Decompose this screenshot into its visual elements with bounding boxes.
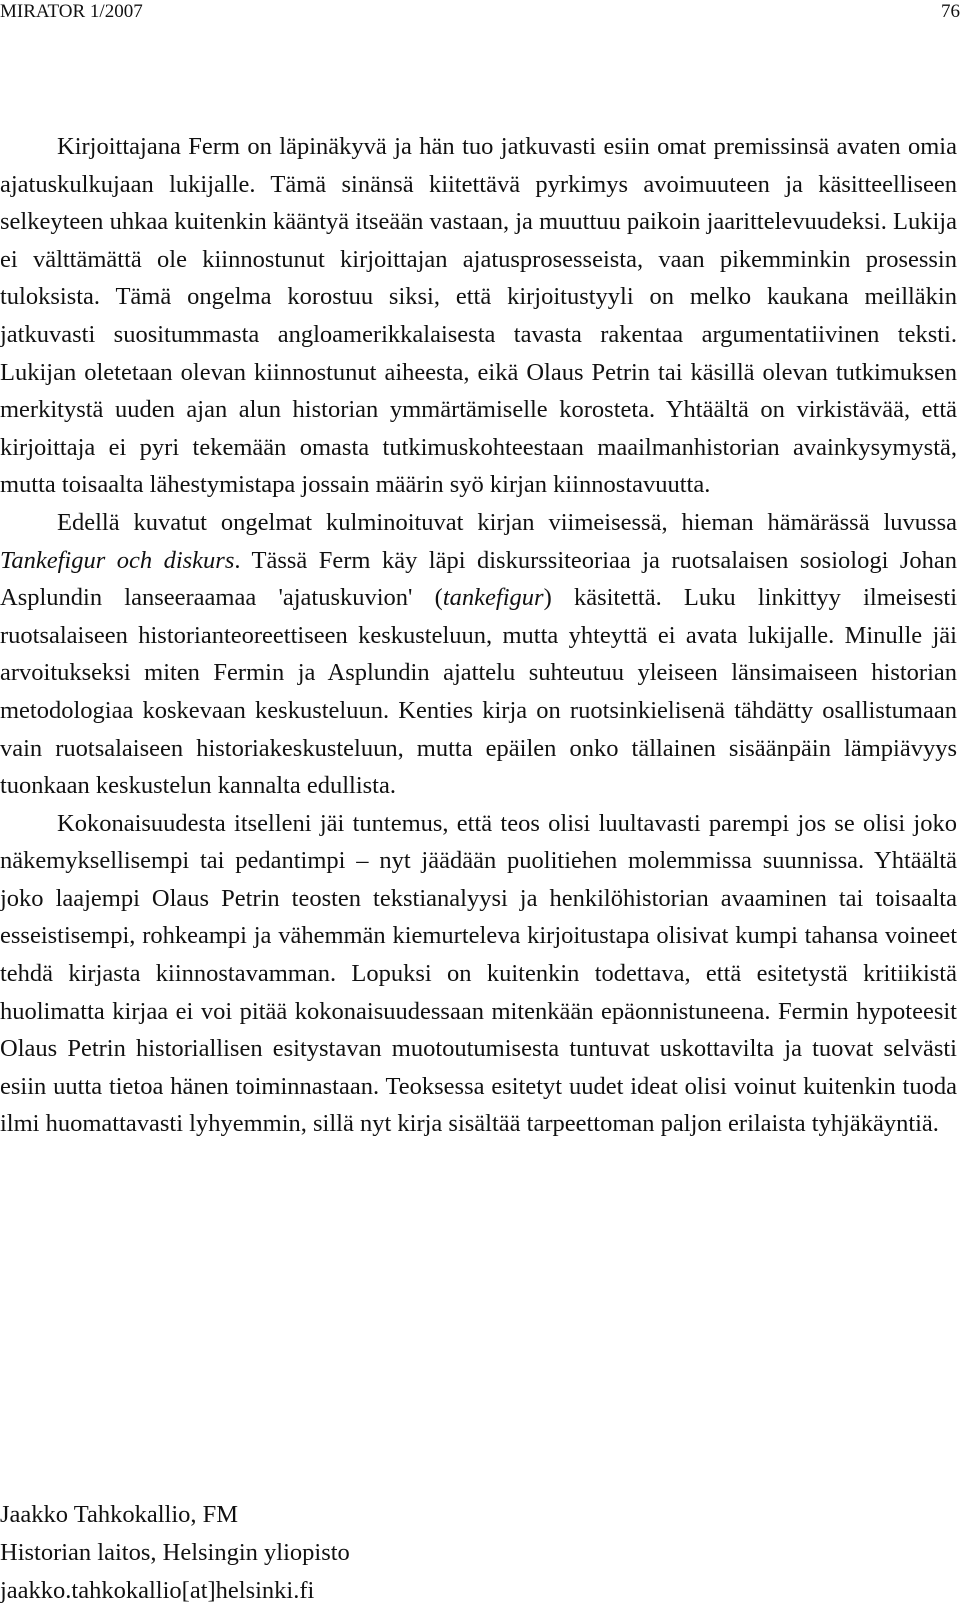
author-signature bbox=[0, 1496, 350, 1610]
author-affiliation: Historian laitos, Helsingin yliopisto bbox=[0, 1539, 350, 1566]
author-email: jaakko.tahkokallio[at]helsinki.fi bbox=[0, 1577, 315, 1604]
paragraph bbox=[0, 128, 957, 504]
paragraph-text: Edellä kuvatut ongelmat kulminoituvat kirjan viimeisessä, hieman hämärässä luvussa bbox=[57, 508, 957, 536]
page-header bbox=[0, 0, 960, 24]
paragraph bbox=[0, 805, 957, 1143]
journal-issue: MIRATOR 1/2007 bbox=[0, 1, 143, 22]
term-tankefigur: tankefigur bbox=[442, 584, 544, 612]
author-name: Jaakko Tahkokallio, FM bbox=[0, 1501, 239, 1528]
paragraph bbox=[0, 504, 957, 805]
page-number: 76 bbox=[941, 1, 960, 22]
paragraph-text: . Tässä Ferm käy läpi diskurssiteoriaa ja ruotsalaisen sosiologi Johan Asplundin lanseeraamaa 'ajatuskuvion' ( bbox=[0, 546, 957, 612]
paragraph-text: Kokonaisuudesta itselleni jäi tuntemus, että teos olisi luultavasti parempi jos se olisi joko näkemyksellisempi tai pedantimpi – nyt jäädään puolitiehen molemmissa suunnissa. Yhtäältä joko laajempi Olaus Petrin teosten tekstianalyysi ja henkilöhistorian avaaminen tai toisaalta esseistisempi, rohkeampi ja vähemmän kiemurteleva kirjoitustapa olisivat kumpi tahansa voineet tehdä kirjasta kiinnostavamman. Lopuksi on kuitenkin todettava, että esitetystä kritiikistä huolimatta kirjaa ei voi pitää kokonaisuudessaan mitenkään epäonnistuneena. Fermin hypoteesit Olaus Petrin historiallisen esitystavan muotoutumisesta tuntuvat uskottavilta ja tuovat selvästi esiin uutta tietoa hänen toiminnastaan. Teoksessa esitetyt uudet ideat olisi voinut kuitenkin tuoda ilmi huomattavasti lyhyemmin, sillä nyt kirja sisältää tarpeettoman paljon erilaista tyhjäkäyntiä. bbox=[0, 809, 957, 1138]
paragraph-text: ) käsitettä. Luku linkittyy ilmeisesti ruotsalaiseen historianteoreettiseen keskusteluun, mutta yhteyttä ei avata lukijalle. Minulle jäi arvoitukseksi miten Fermin ja Asplundin ajattelu suhteutuu yleiseen länsimaiseen historian metodologiaa koskevaan keskusteluun. Kenties kirja on ruotsinkielisenä tähdätty osallistumaan vain ruotsalaiseen historiakeskusteluun, mutta epäilen onko tällainen sisäänpäin lämpiävyys tuonkaan keskustelun kannalta edullista. bbox=[0, 584, 958, 800]
paragraph-text: Kirjoittajana Ferm on läpinäkyvä ja hän tuo jatkuvasti esiin omat premissinsä avaten omia ajatuskulkujaan lukijalle. Tämä sinänsä kiitettävä pyrkimys avoimuuteen ja käsitteelliseen selkeyteen uhkaa kuitenkin kääntyä itseään vastaan, ja muuttuu paikoin jaarittelevuudeksi. Lukija ei välttämättä ole kiinnostunut kirjoittajan ajatusprosesseista, vaan pikemminkin prosessin tuloksista. Tämä ongelma korostuu siksi, että kirjoitustyyli on melko kaukana meilläkin jatkuvasti suositummasta angloamerikkalaisesta tavasta rakentaa argumentatiivinen teksti. Lukijan oletetaan olevan kiinnostunut aiheesta, eikä Olaus Petrin tai käsillä olevan tutkimuksen merkitystä uuden ajan alun historian ymmärtämiselle korosteta. Yhtäältä on virkistävää, että kirjoittaja ei pyri tekemään omasta tutkimuskohteestaan maailmanhistorian avainkysymystä, mutta toisaalta lähestymistapa jossain määrin syö kirjan kiinnostavuutta. bbox=[0, 133, 957, 499]
review-body bbox=[0, 128, 957, 1143]
chapter-title: Tankefigur och diskurs bbox=[0, 546, 235, 574]
